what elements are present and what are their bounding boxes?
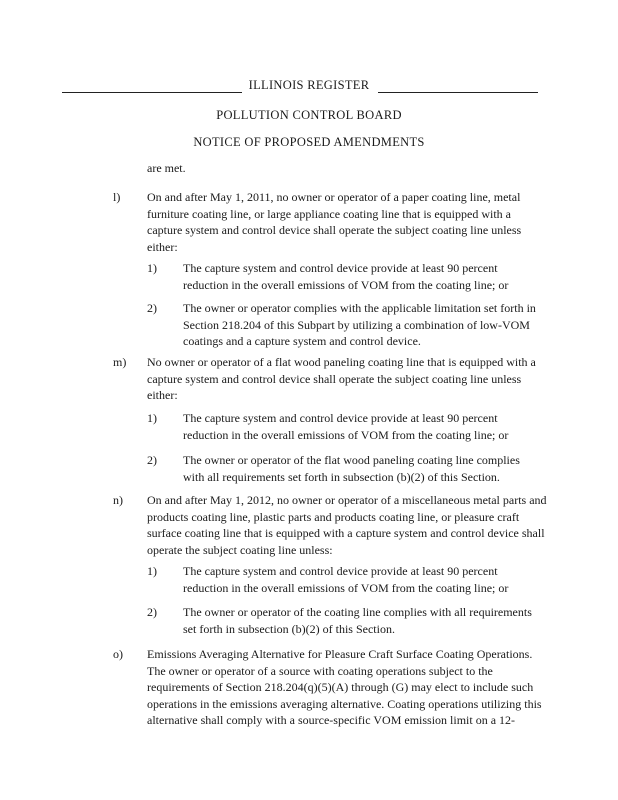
section-n-item-1-text: The capture system and control device provide at least 90 percent reduction in the overall emissions of VOM from the coating line; or [183,564,509,595]
intro-fragment: are met. [147,161,186,175]
section-m-item-2-label: 2) [147,453,157,467]
register-title: ILLINOIS REGISTER [248,78,370,92]
section-l-item-2-text: The owner or operator complies with the applicable limitation set forth in Section 218.204 of this Subpart by utilizing a combination of low-VOM coatings and a capture system and control device. [183,301,536,348]
board-title: POLLUTION CONTROL BOARD [216,108,402,122]
section-n-item-2-text: The owner or operator of the coating line complies with all requirements set forth in subsection (b)(2) of this Section. [183,605,532,636]
section-l-text: On and after May 1, 2011, no owner or operator of a paper coating line, metal furniture coating line, or large appliance coating line that is equipped with a capture system and control device shall operate the subject coating line unless either: [147,190,522,254]
section-m-item-1-text: The capture system and control device provide at least 90 percent reduction in the overall emissions of VOM from the coating line; or [183,411,509,442]
section-n-text: On and after May 1, 2012, no owner or operator of a miscellaneous metal parts and products coating line, plastic parts and products coating line, or pleasure craft surface coating line that is equipped with a capture system and control device shall operate the subject coating line unless: [147,493,547,557]
section-n-item-2-label: 2) [147,605,157,619]
section-o-label: o) [113,647,123,661]
notice-title: NOTICE OF PROPOSED AMENDMENTS [193,135,425,149]
section-m-text: No owner or operator of a flat wood paneling coating line that is equipped with a capture system and control device shall operate the subject coating line unless either: [147,355,536,402]
section-o-text: Emissions Averaging Alternative for Pleasure Craft Surface Coating Operations. The owner or operator of a source with coating operations subject to the requirements of Section 218.204(q)(5)(A) through (G) may elect to include such operations in the emissions averaging alternative. Coating operations utilizing this alternative shall comply with a source-specific VOM emission limit on a 12- [147,647,542,727]
section-l-item-2-label: 2) [147,301,157,315]
section-m-item-2-text: The owner or operator of the flat wood paneling coating line complies with all requirements set forth in subsection (b)(2) of this Section. [183,453,520,484]
section-n-label: n) [113,493,123,507]
section-l-item-1-text: The capture system and control device provide at least 90 percent reduction in the overall emissions of VOM from the coating line; or [183,261,509,292]
section-l-label: l) [113,190,121,204]
section-n-item-1-label: 1) [147,564,157,578]
section-m-label: m) [113,355,127,369]
section-l-item-1-label: 1) [147,261,157,275]
section-m-item-1-label: 1) [147,411,157,425]
